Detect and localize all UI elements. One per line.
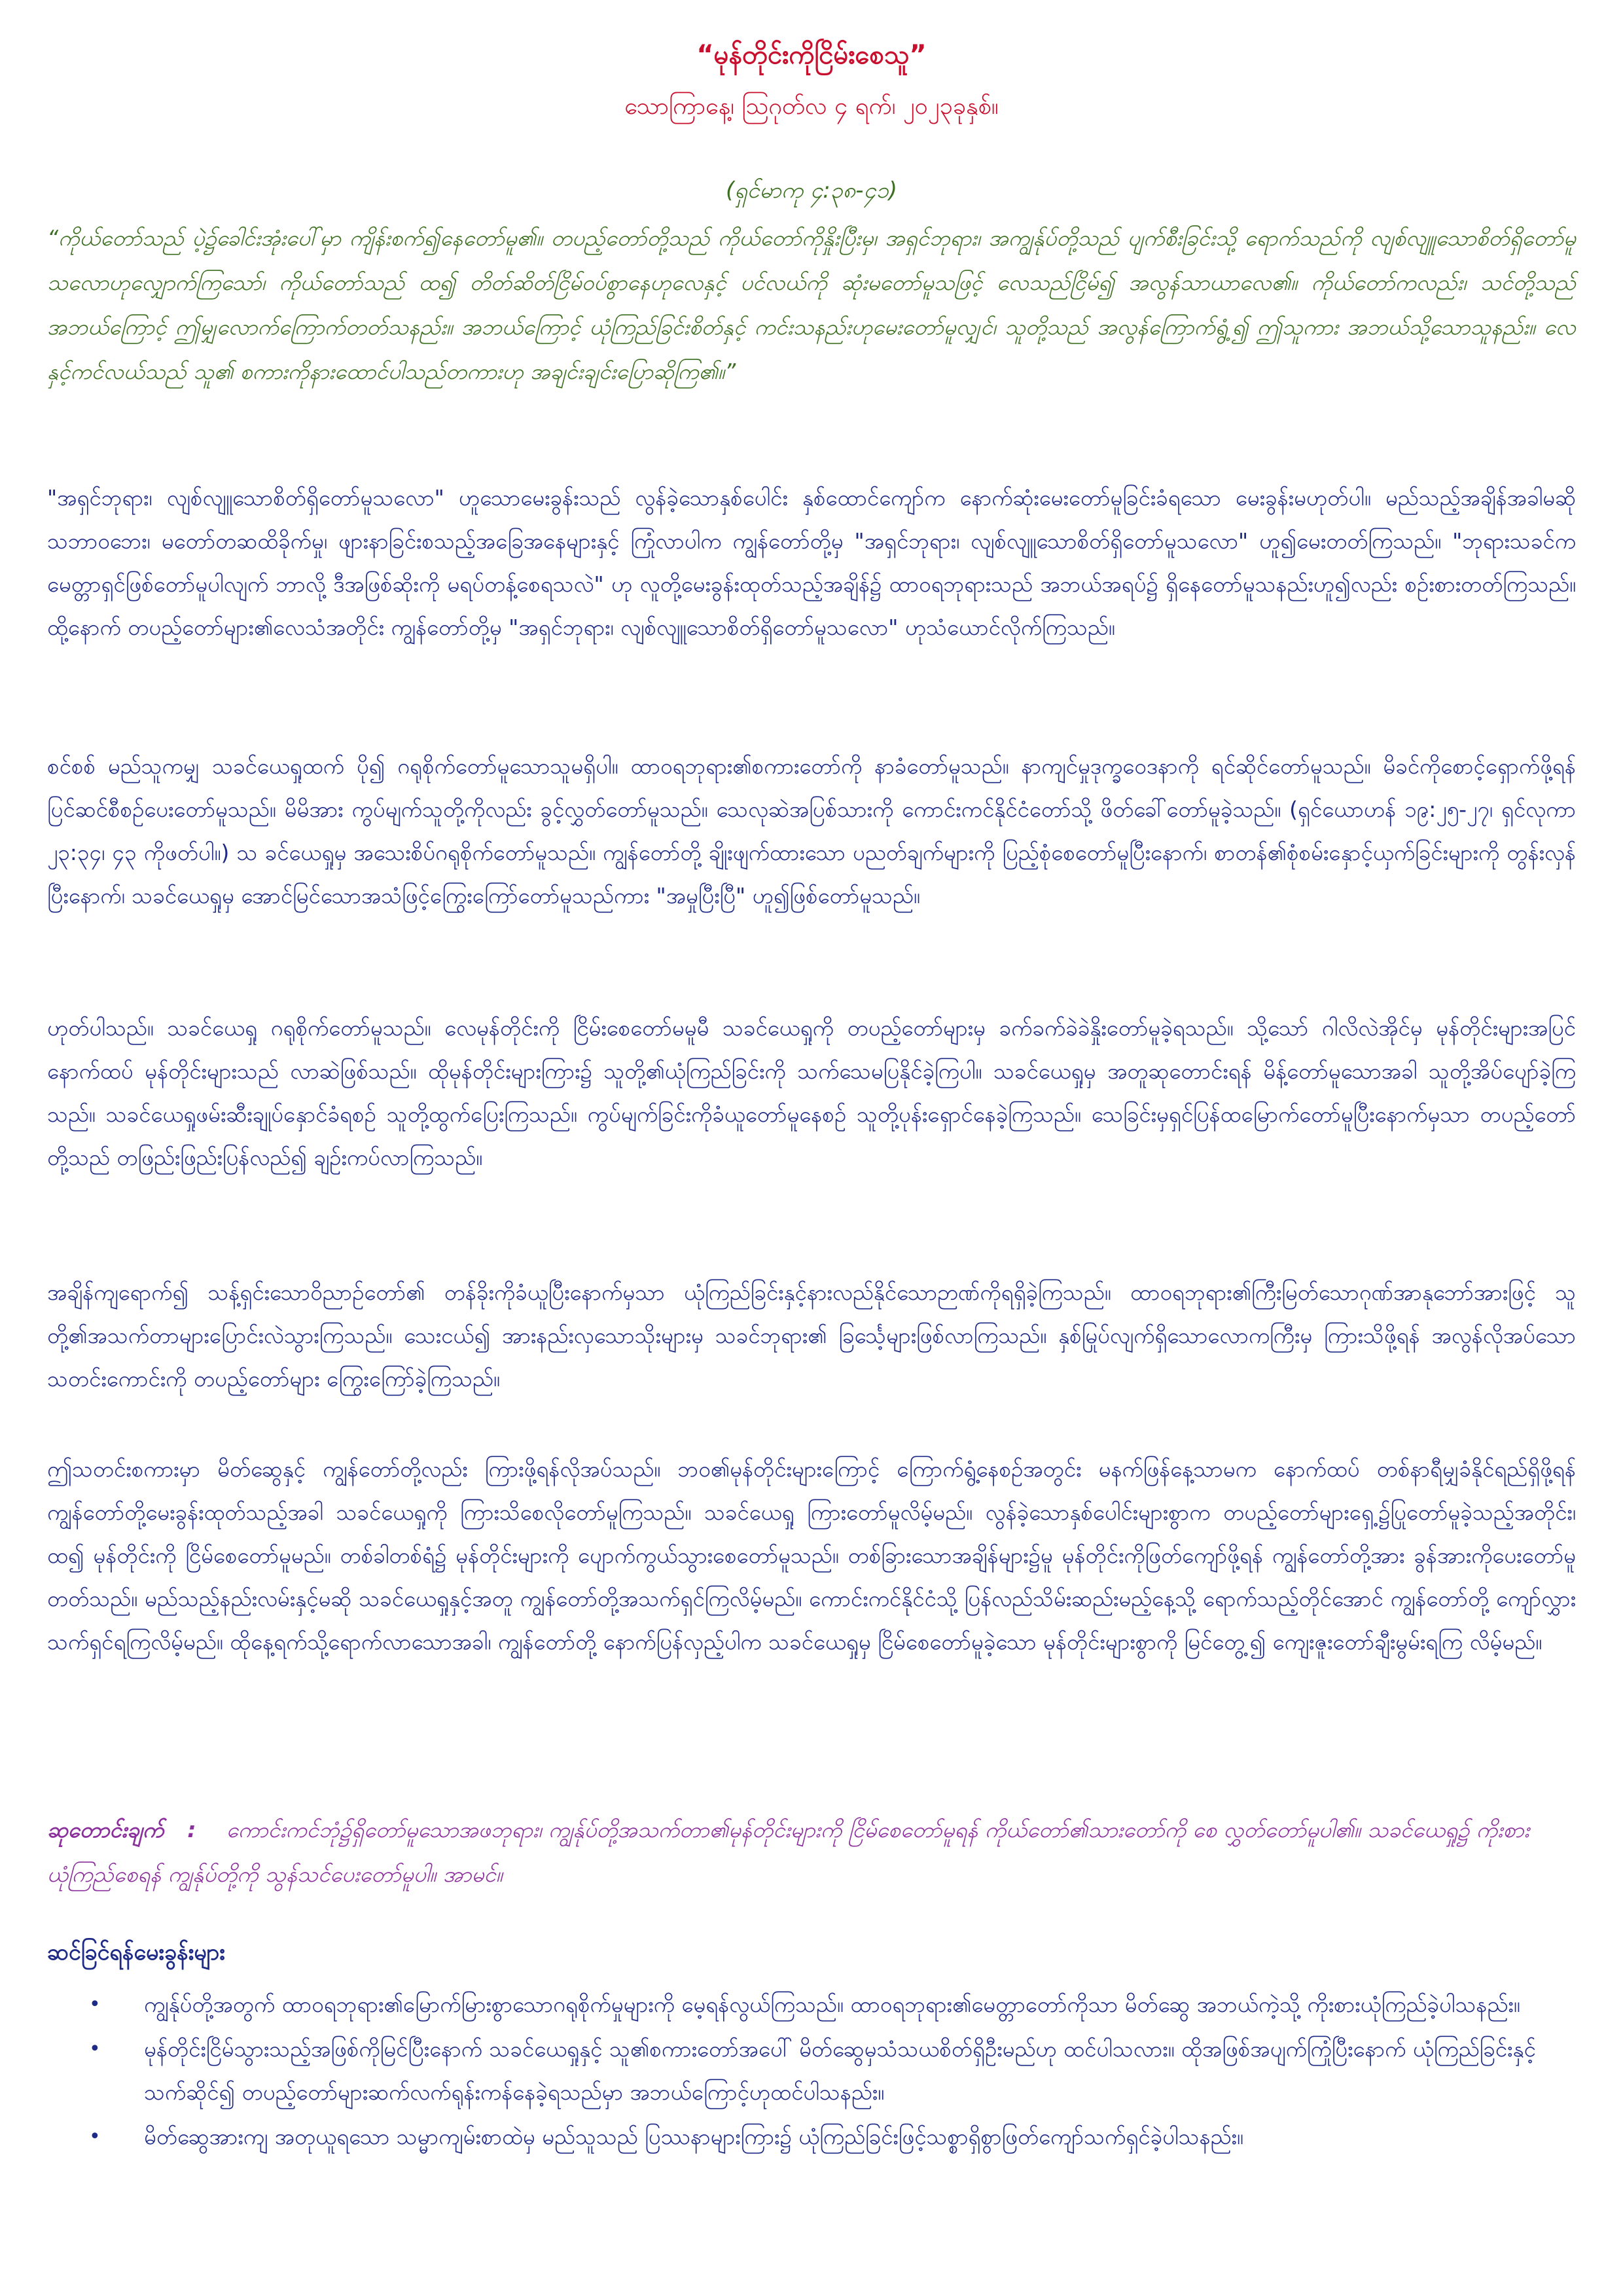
scripture-text: “ကိုယ်တော်သည် ပဲ့၌ခေါင်းအုံးပေါ်မှာ ကျိန်းစက်၍နေတော်မူ၏။ တပည့်တော်တို့သည် ကိုယ်တော်ကိုနှိုးပြီးမှ၊ အရှင်ဘုရား၊ အကျွန်ုပ်တို့သည် ပျက်စီးခြင်းသို့ ရောက်သည်ကို လျစ်လျူသောစိတ်ရှိတော်မူသလောဟုလျှောက်ကြသော်၊ ကိုယ်တော်သည် ထ၍ တိတ်ဆိတ်ငြိမ်ဝပ်စွာနေဟုလေနှင့် ပင်လယ်ကို ဆုံးမတော်မူသဖြင့် လေသည်ငြိမ်၍ အလွန်သာယာလေ၏။ ကိုယ်တော်ကလည်း၊ သင်တို့သည် အဘယ်ကြောင့် ဤမျှလောက်ကြောက်တတ်သနည်း။ အဘယ်ကြောင့် ယုံကြည်ခြင်းစိတ်နှင့် ကင်းသနည်းဟုမေးတော်မူလျှင်၊ သူတို့သည် အလွန်ကြောက်ရွံ့၍ ဤသူကား အဘယ်သို့သောသူနည်း။ လေနှင့်ကင်လယ်သည် သူ၏ စကားကိုနားထောင်ပါသည်တကားဟု အချင်းချင်းပြောဆိုကြ၏။” [47,225,1576,384]
question-text: မိတ်ဆွေအားကျ အတုယူရသော သမ္မာကျမ်းစာထဲမှ မည်သူသည် ပြဿနာများကြား၌ ယုံကြည်ခြင်းဖြင့်သစ္စာရှိစွာဖြတ်ကျော်သက်ရှင်ခဲ့ပါသနည်း။ [144,2124,1243,2149]
body-paragraph: "အရှင်ဘုရား၊ လျစ်လျူသောစိတ်ရှိတော်မူသလော" ဟူသောမေးခွန်းသည် လွန်ခဲ့သောနှစ်ပေါင်း နှစ်ထောင်ကျော်က နောက်ဆုံးမေးတော်မူခြင်းခံရသော မေးခွန်းမဟုတ်ပါ။ မည်သည့်အချိန်အခါမဆို သဘာဝဘေး၊ မတော်တဆထိခိုက်မှု၊ ဖျားနာခြင်းစသည့်အခြေအနေများနှင့် ကြုံလာပါက ကျွန်တော်တို့မှ "အရှင်ဘုရား၊ လျစ်လျူသောစိတ်ရှိတော်မူသလော" ဟူ၍မေးတတ်ကြသည်။ "ဘုရားသခင်က မေတ္တာရှင်ဖြစ်တော်မူပါလျက် ဘာလို့ ဒီအဖြစ်ဆိုးကို မရပ်တန့်စေရသလဲ" ဟု လူတို့မေးခွန်းထုတ်သည့်အချိန်၌ ထာဝရဘုရားသည် အဘယ်အရပ်၌ ရှိနေတော်မူသနည်းဟူ၍လည်း စဉ်းစားတတ်ကြသည်။ ထို့နောက် တပည့်တော်များ၏လေသံအတိုင်း ကျွန်တော်တို့မှ "အရှင်ဘုရား၊ လျစ်လျူသောစိတ်ရှိတော်မူသလော" ဟုသံယောင်လိုက်ကြသည်။ [47,485,1576,640]
question-text: မုန်တိုင်းငြိမ်သွားသည့်အဖြစ်ကိုမြင်ပြီးနောက် သခင်ယေရှုနှင့် သူ၏စကားတော်အပေါ် မိတ်ဆွေမှသံသယစိတ်ရှိဦးမည်ဟု ထင်ပါသလား။ ထိုအဖြစ်အပျက်ကြုံပြီးနောက် ယုံကြည်ခြင်းနှင့်သက်ဆိုင်၍ တပည့်တော်များဆက်လက်ရုန်းကန်နေခဲ့ရသည်မှာ အဘယ်ကြောင့်ဟုထင်ပါသနည်း။ [144,2036,1536,2105]
body-paragraph: ဟုတ်ပါသည်။ သခင်ယေရှု ဂရုစိုက်တော်မူသည်။ လေမုန်တိုင်းကို ငြိမ်းစေတော်မမူမီ သခင်ယေရှုကို တပည့်တော်များမှ ခက်ခက်ခဲခဲနှိုးတော်မူခဲ့ရသည်။ သို့သော် ဂါလိလဲအိုင်မှ မုန်တိုင်းများအပြင် နောက်ထပ် မုန်တိုင်းများသည် လာဆဲဖြစ်သည်။ ထိုမုန်တိုင်းများကြား၌ သူတို့၏ယုံကြည်ခြင်းကို သက်သေမပြနိုင်ခဲ့ကြပါ။ သခင်ယေရှုမှ အတူဆုတောင်းရန် မိန့်တော်မူသောအခါ သူတို့အိပ်ပျော်ခဲ့ကြသည်။ သခင်ယေရှုဖမ်းဆီးချုပ်နှောင်ခံရစဉ် သူတို့ထွက်ပြေးကြသည်။ ကွပ်မျက်ခြင်းကိုခံယူတော်မူနေစဉ် သူတို့ပုန်းရှောင်နေခဲ့ကြသည်။ သေခြင်းမှရှင်ပြန်ထမြောက်တော်မူပြီးနောက်မှသာ တပည့်တော်တို့သည် တဖြည်းဖြည်းပြန်လည်၍ ချဉ်းကပ်လာကြသည်။ [47,1015,1576,1170]
question-text: ကျွန်ုပ်တို့အတွက် ထာဝရဘုရား၏မြောက်မြားစွာသောဂရုစိုက်မှုများကို မေ့ရန်လွယ်ကြသည်။ ထာဝရဘုရား၏မေတ္တာတော်ကိုသာ မိတ်ဆွေ အဘယ်ကဲ့သို့ ကိုးစားယုံကြည်ခဲ့ပါသနည်း။ [144,1992,1520,2017]
body-paragraph: စင်စစ် မည်သူကမျှ သခင်ယေရှုထက် ပို၍ ဂရုစိုက်တော်မူသောသူမရှိပါ။ ထာဝရဘုရား၏စကားတော်ကို နာခံတော်မူသည်။ နာကျင်မှုဒုက္ခဝေဒနာကို ရင်ဆိုင်တော်မူသည်။ မိခင်ကိုစောင့်ရှောက်ဖို့ရန် ပြင်ဆင်စီစဉ်ပေးတော်မူသည်။ မိမိအား ကွပ်မျက်သူတို့ကိုလည်း ခွင့်လွှတ်တော်မူသည်။ သေလုဆဲအပြစ်သားကို ကောင်းကင်နိုင်ငံတော်သို့ ဖိတ်ခေါ်တော်မူခဲ့သည်။ (ရှင်ယောဟန် ၁၉:၂၅-၂၇၊ ရှင်လုကာ ၂၃:၃၄၊ ၄၃ ကိုဖတ်ပါ။) သ ခင်ယေရှုမှ အသေးစိပ်ဂရုစိုက်တော်မူသည်။ ကျွန်တော်တို့ ချိုးဖျက်ထားသော ပညတ်ချက်များကို ပြည့်စုံစေတော်မူပြီးနောက်၊ စာတန်၏စုံစမ်းနှောင့်ယှက်ခြင်းများကို တွန်းလှန်ပြီးနောက်၊ သခင်ယေရှုမှ အောင်မြင်သောအသံဖြင့်ကြွေးကြော်တော်မူသည်ကား "အမှုပြီးပြီ" ဟူ၍ဖြစ်တော်မူသည်။ [47,753,1576,908]
prayer-label: ဆုတောင်းချက် [47,1817,164,1842]
bullet-icon: • [89,2125,101,2148]
list-item [47,2115,1576,2159]
page-date: သောကြာနေ့၊ ဩဂုတ်လ ၄ ရက်၊ ၂၀၂၃ခုနှစ်။ [624,93,999,120]
page-title: “မုန်တိုင်းကိုငြိမ်းစေသူ” [696,40,927,70]
prayer-block [47,1808,1576,1897]
scripture-reference: (ရှင်မာကု ၄:၃၈-၄၁) [725,177,898,204]
prayer-separator: : [187,1817,196,1842]
body-paragraph: ဤသတင်းစကားမှာ မိတ်ဆွေနှင့် ကျွန်တော်တို့လည်း ကြားဖို့ရန်လိုအပ်သည်။ ဘဝ၏မုန်တိုင်းများကြောင့် ကြောက်ရွံ့နေစဉ်အတွင်း မနက်ဖြန်နေ့သာမက နောက်ထပ် တစ်နာရီမျှခံနိုင်ရည်ရှိဖို့ရန် ကျွန်တော်တို့မေးခွန်းထုတ်သည့်အခါ သခင်ယေရှုကို ကြားသိစေလိုတော်မူကြသည်။ သခင်ယေရှု ကြားတော်မူလိမ့်မည်။ လွန်ခဲ့သောနှစ်ပေါင်းများစွာက တပည့်တော်များရှေ့၌ပြုတော်မူခဲ့သည့်အတိုင်း၊ ထ၍ မုန်တိုင်းကို ငြိမ်စေတော်မူမည်။ တစ်ခါတစ်ရံ၌ မုန်တိုင်းများကို ပျောက်ကွယ်သွားစေတော်မူသည်။ တစ်ခြားသောအချိန်များ၌မူ မုန်တိုင်းကိုဖြတ်ကျော်ဖို့ရန် ကျွန်တော်တို့အား ခွန်အားကိုပေးတော်မူတတ်သည်။ မည်သည့်နည်းလမ်းနှင့်မဆို သခင်ယေရှုနှင့်အတူ ကျွန်တော်တို့အသက်ရှင်ကြလိမ့်မည်။ ကောင်းကင်နိုင်ငံသို့ ပြန်လည်သိမ်းဆည်းမည့်နေ့သို့ ရောက်သည့်တိုင်အောင် ကျွန်တော်တို့ ကျော်လွှားသက်ရှင်ရကြလိမ့်မည်။ ထိုနေ့ရက်သို့ရောက်လာသောအခါ၊ ကျွန်တော်တို့ နောက်ပြန်လှည့်ပါက သခင်ယေရှုမှ ငြိမ်စေတော်မူခဲ့သော မုန်တိုင်းများစွာကို မြင်တွေ့၍ ကျေးဇူးတော်ချီးမွမ်းရကြ လိမ့်မည်။ [47,1456,1576,1655]
list-item [47,2028,1576,2114]
body-paragraph: အချိန်ကျရောက်၍ သန့်ရှင်းသောဝိညာဉ်တော်၏ တန်ခိုးကိုခံယူပြီးနောက်မှသာ ယုံကြည်ခြင်းနှင့်နားလည်နိုင်သောဉာဏ်ကိုရရှိခဲ့ကြသည်။ ထာဝရဘုရား၏ကြီးမြတ်သောဂုဏ်အာနုဘော်အားဖြင့် သူတို့၏အသက်တာများပြောင်းလဲသွားကြသည်။ သေးငယ်၍ အားနည်းလှသောသိုးများမှ သခင်ဘုရား၏ ခြင်္သေ့များဖြစ်လာကြသည်။ နှစ်မြုပ်လျက်ရှိသောလောကကြီးမှ ကြားသိဖို့ရန် အလွန်လိုအပ်သော သတင်းကောင်းကို တပည့်တော်များ ကြွေးကြော်ခဲ့ကြသည်။ [47,1280,1576,1391]
bullet-icon: • [89,1993,101,2016]
list-item [47,1983,1576,2026]
questions-list [47,1983,1576,2160]
questions-heading: ဆင်ခြင်ရန်မေးခွန်းများ [47,1939,225,1965]
prayer-text: ကောင်းကင်ဘုံ၌ရှိတော်မူသောအဖဘုရား၊ ကျွန်ုပ်တို့အသက်တာ၏မုန်တိုင်းများကို ငြိမ်စေတော်မူရန် ကိုယ်တော်၏သားတော်ကို စေ လွှတ်တော်မူပါ၏။ သခင်ယေရှု၌ ကိုးစားယုံကြည်စေရန် ကျွန်ုပ်တို့ကို သွန်သင်ပေးတော်မူပါ။ အာမင်။ [47,1817,1530,1887]
bullet-icon: • [89,2037,101,2060]
